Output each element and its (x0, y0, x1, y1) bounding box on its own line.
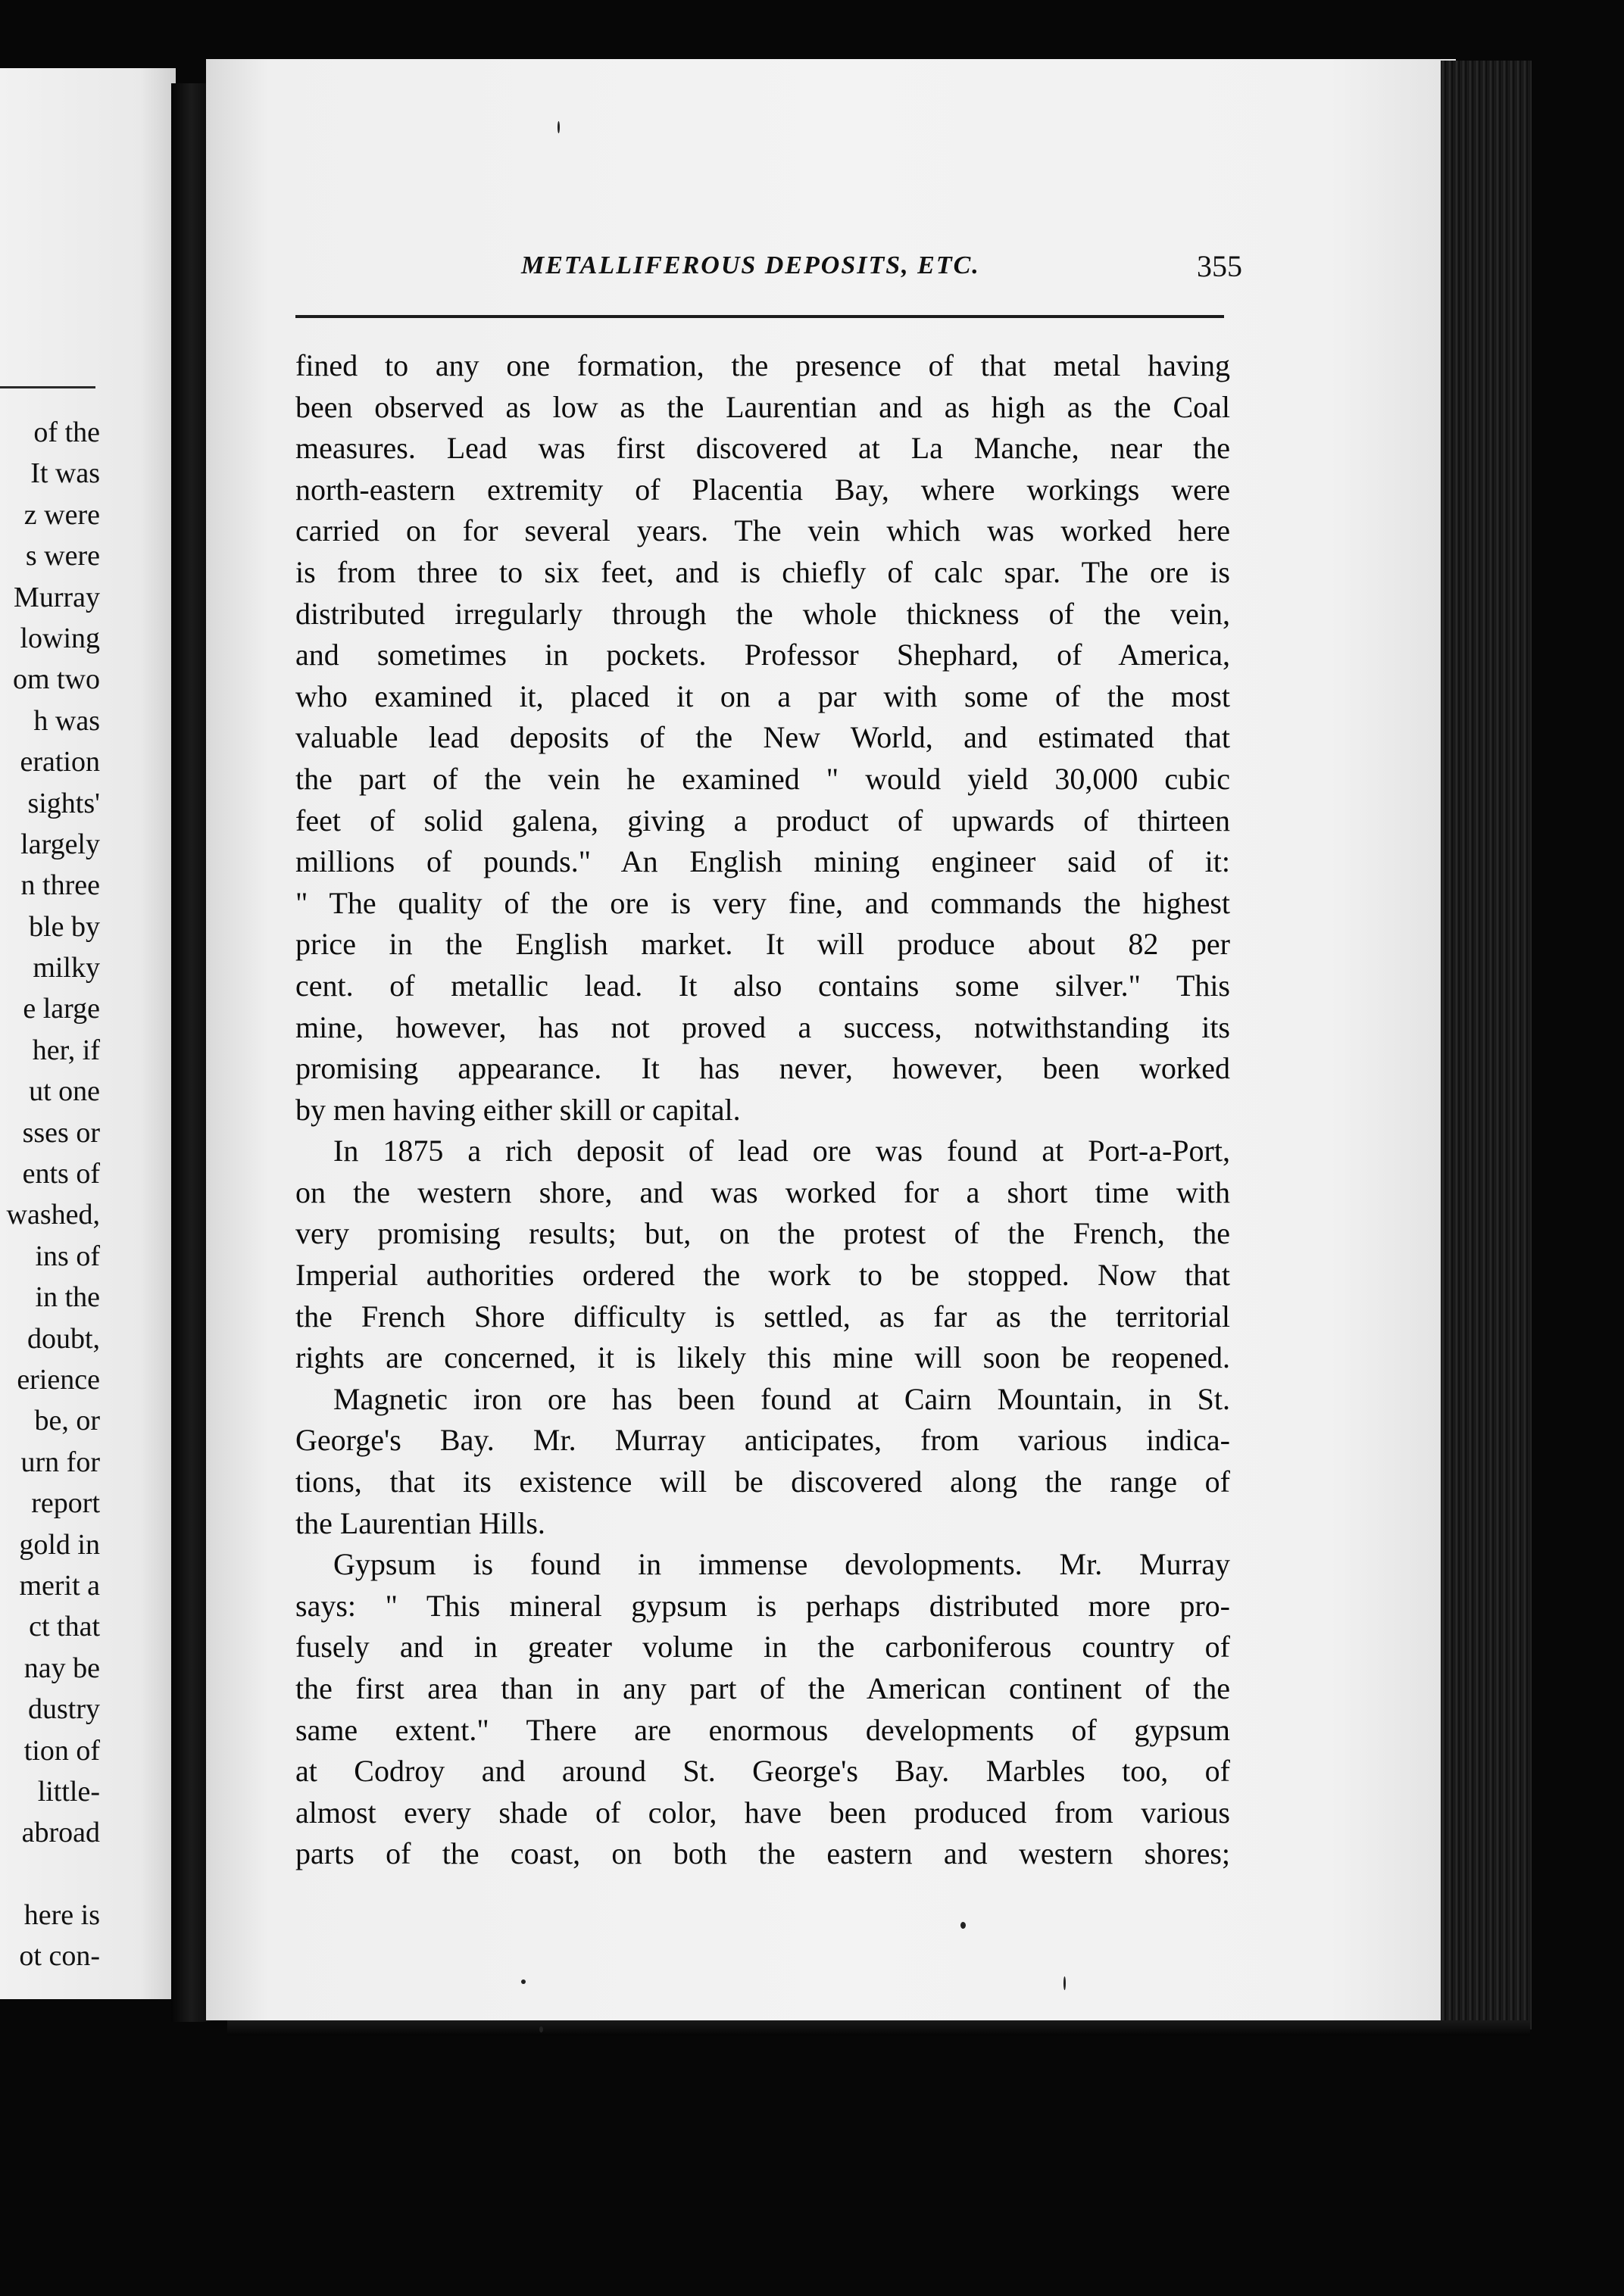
left-page-head-rule (0, 386, 95, 388)
left-line: ot con- (19, 1940, 100, 1973)
scan-speck (960, 1922, 966, 1929)
left-line (0, 1854, 100, 1895)
text-line: says: " This mineral gypsum is perhaps distributed more pro- (295, 1588, 1230, 1623)
left-line: ents of (22, 1158, 100, 1190)
left-line: washed, (6, 1199, 100, 1231)
left-line: ins of (35, 1240, 100, 1272)
text-line: same extent." There are enormous developments of gypsum (295, 1712, 1230, 1747)
text-line: fusely and in greater volume in the carboniferous country of (295, 1630, 1230, 1664)
paragraph-end-line: by men having either skill or capital. (295, 1092, 741, 1127)
left-line: in the (35, 1281, 100, 1314)
left-page (0, 68, 176, 1999)
text-line: Imperial authorities ordered the work to be stopped. Now that (295, 1258, 1230, 1293)
text-line: almost every shade of color, have been produced from various (295, 1795, 1230, 1830)
left-line: erience (17, 1363, 100, 1396)
left-line: here is (23, 1899, 100, 1932)
text-line: on the western shore, and was worked for a short time with (295, 1175, 1230, 1209)
text-line: millions of pounds." An English mining engineer said of it: (295, 844, 1230, 879)
left-line: little- (37, 1775, 100, 1808)
text-line: been observed as low as the Laurentian and as high as the Coal (295, 389, 1230, 424)
body-text (295, 345, 1230, 1875)
left-line: n three (20, 869, 100, 902)
left-page-text (0, 412, 100, 1977)
left-line: dustry (28, 1693, 100, 1726)
text-line: distributed irregularly through the whole thickness of the vein, (295, 596, 1230, 631)
text-line: the part of the vein he examined " would yield 30,000 cubic (295, 761, 1230, 796)
scan-speck (539, 2026, 543, 2032)
text-line: price in the English market. It will produce about 82 per (295, 927, 1230, 962)
text-line: George's Bay. Mr. Murray anticipates, from various indica- (295, 1423, 1230, 1458)
text-line: cent. of metallic lead. It also contains some silver." This (295, 968, 1230, 1003)
paragraph-start-line: In 1875 a rich deposit of lead ore was found at Port-a-Port, (333, 1134, 1230, 1168)
left-line: z were (23, 498, 100, 531)
header-rule (295, 315, 1224, 318)
scan-speck (521, 1979, 526, 1984)
left-line: h was (33, 704, 100, 737)
paragraph-start-line: Gypsum is found in immense devolopments. Mr. Murray (333, 1547, 1230, 1582)
text-line: at Codroy and around St. George's Bay. Marbles too, of (295, 1754, 1230, 1789)
text-line: rights are concerned, it is likely this mine will soon be reopened. (295, 1340, 1230, 1375)
left-line: nay be (23, 1652, 100, 1684)
left-line: lowing (20, 622, 100, 654)
left-line: e large (23, 993, 100, 1025)
text-line: the French Shore difficulty is settled, as far as the territorial (295, 1299, 1230, 1334)
left-line: be, or (34, 1405, 100, 1437)
page-edges (1441, 61, 1532, 2029)
left-line: ct that (29, 1611, 100, 1643)
scan-speck (1063, 1976, 1066, 1990)
page-bottom-shadow (227, 2020, 1530, 2036)
paragraph-start-line: Magnetic iron ore has been found at Cairn Mountain, in St. (333, 1381, 1230, 1416)
left-line: sights' (27, 787, 100, 819)
left-line: abroad (21, 1817, 100, 1849)
text-line: fined to any one formation, the presence of that metal having (295, 348, 1230, 382)
left-line: om two (12, 663, 100, 696)
text-line: feet of solid galena, giving a product of upwards of thirteen (295, 803, 1230, 838)
text-line: and sometimes in pockets. Professor Shephard, of America, (295, 638, 1230, 672)
text-line: mine, however, has not proved a success, notwithstanding its (295, 1009, 1230, 1044)
left-line: her, if (32, 1034, 100, 1066)
running-title: METALLIFEROUS DEPOSITS, ETC. (521, 251, 980, 279)
left-line: Murray (14, 581, 100, 613)
left-line: It was (30, 457, 100, 490)
text-line: who examined it, placed it on a par with some of the most (295, 679, 1230, 713)
left-line: largely (20, 828, 100, 860)
left-line: ble by (29, 910, 100, 943)
text-line: tions, that its existence will be discovered along the range of (295, 1465, 1230, 1499)
left-line: sses or (22, 1116, 100, 1149)
left-line: ut one (29, 1075, 100, 1108)
left-line: urn for (20, 1446, 100, 1478)
left-line: s were (25, 540, 100, 572)
text-line: parts of the coast, on both the eastern and western shores; (295, 1836, 1230, 1871)
left-line: milky (33, 952, 100, 984)
page-number: 355 (1197, 249, 1242, 283)
left-line: tion of (23, 1734, 100, 1767)
left-line: report (31, 1487, 100, 1520)
text-line: promising appearance. It has never, however, been worked (295, 1051, 1230, 1086)
text-line: the first area than in any part of the American continent of the (295, 1671, 1230, 1705)
left-line: eration (20, 746, 100, 778)
text-line: very promising results; but, on the protest of the French, the (295, 1216, 1230, 1251)
text-line: valuable lead deposits of the New World, and estimated that (295, 720, 1230, 755)
paragraph-end-line: the Laurentian Hills. (295, 1505, 545, 1540)
left-line: merit a (19, 1569, 100, 1602)
left-line: gold in (19, 1528, 100, 1561)
scan-speck (557, 121, 560, 133)
left-line: doubt, (27, 1322, 100, 1355)
text-line: is from three to six feet, and is chiefly of calc spar. The ore is (295, 554, 1230, 589)
text-line: " The quality of the ore is very fine, and commands the highest (295, 885, 1230, 920)
text-line: measures. Lead was first discovered at La Manche, near the (295, 431, 1230, 466)
text-line: carried on for several years. The vein which was worked here (295, 513, 1230, 548)
left-line: of the (33, 416, 100, 448)
text-line: north-eastern extremity of Placentia Bay, where workings were (295, 472, 1230, 507)
